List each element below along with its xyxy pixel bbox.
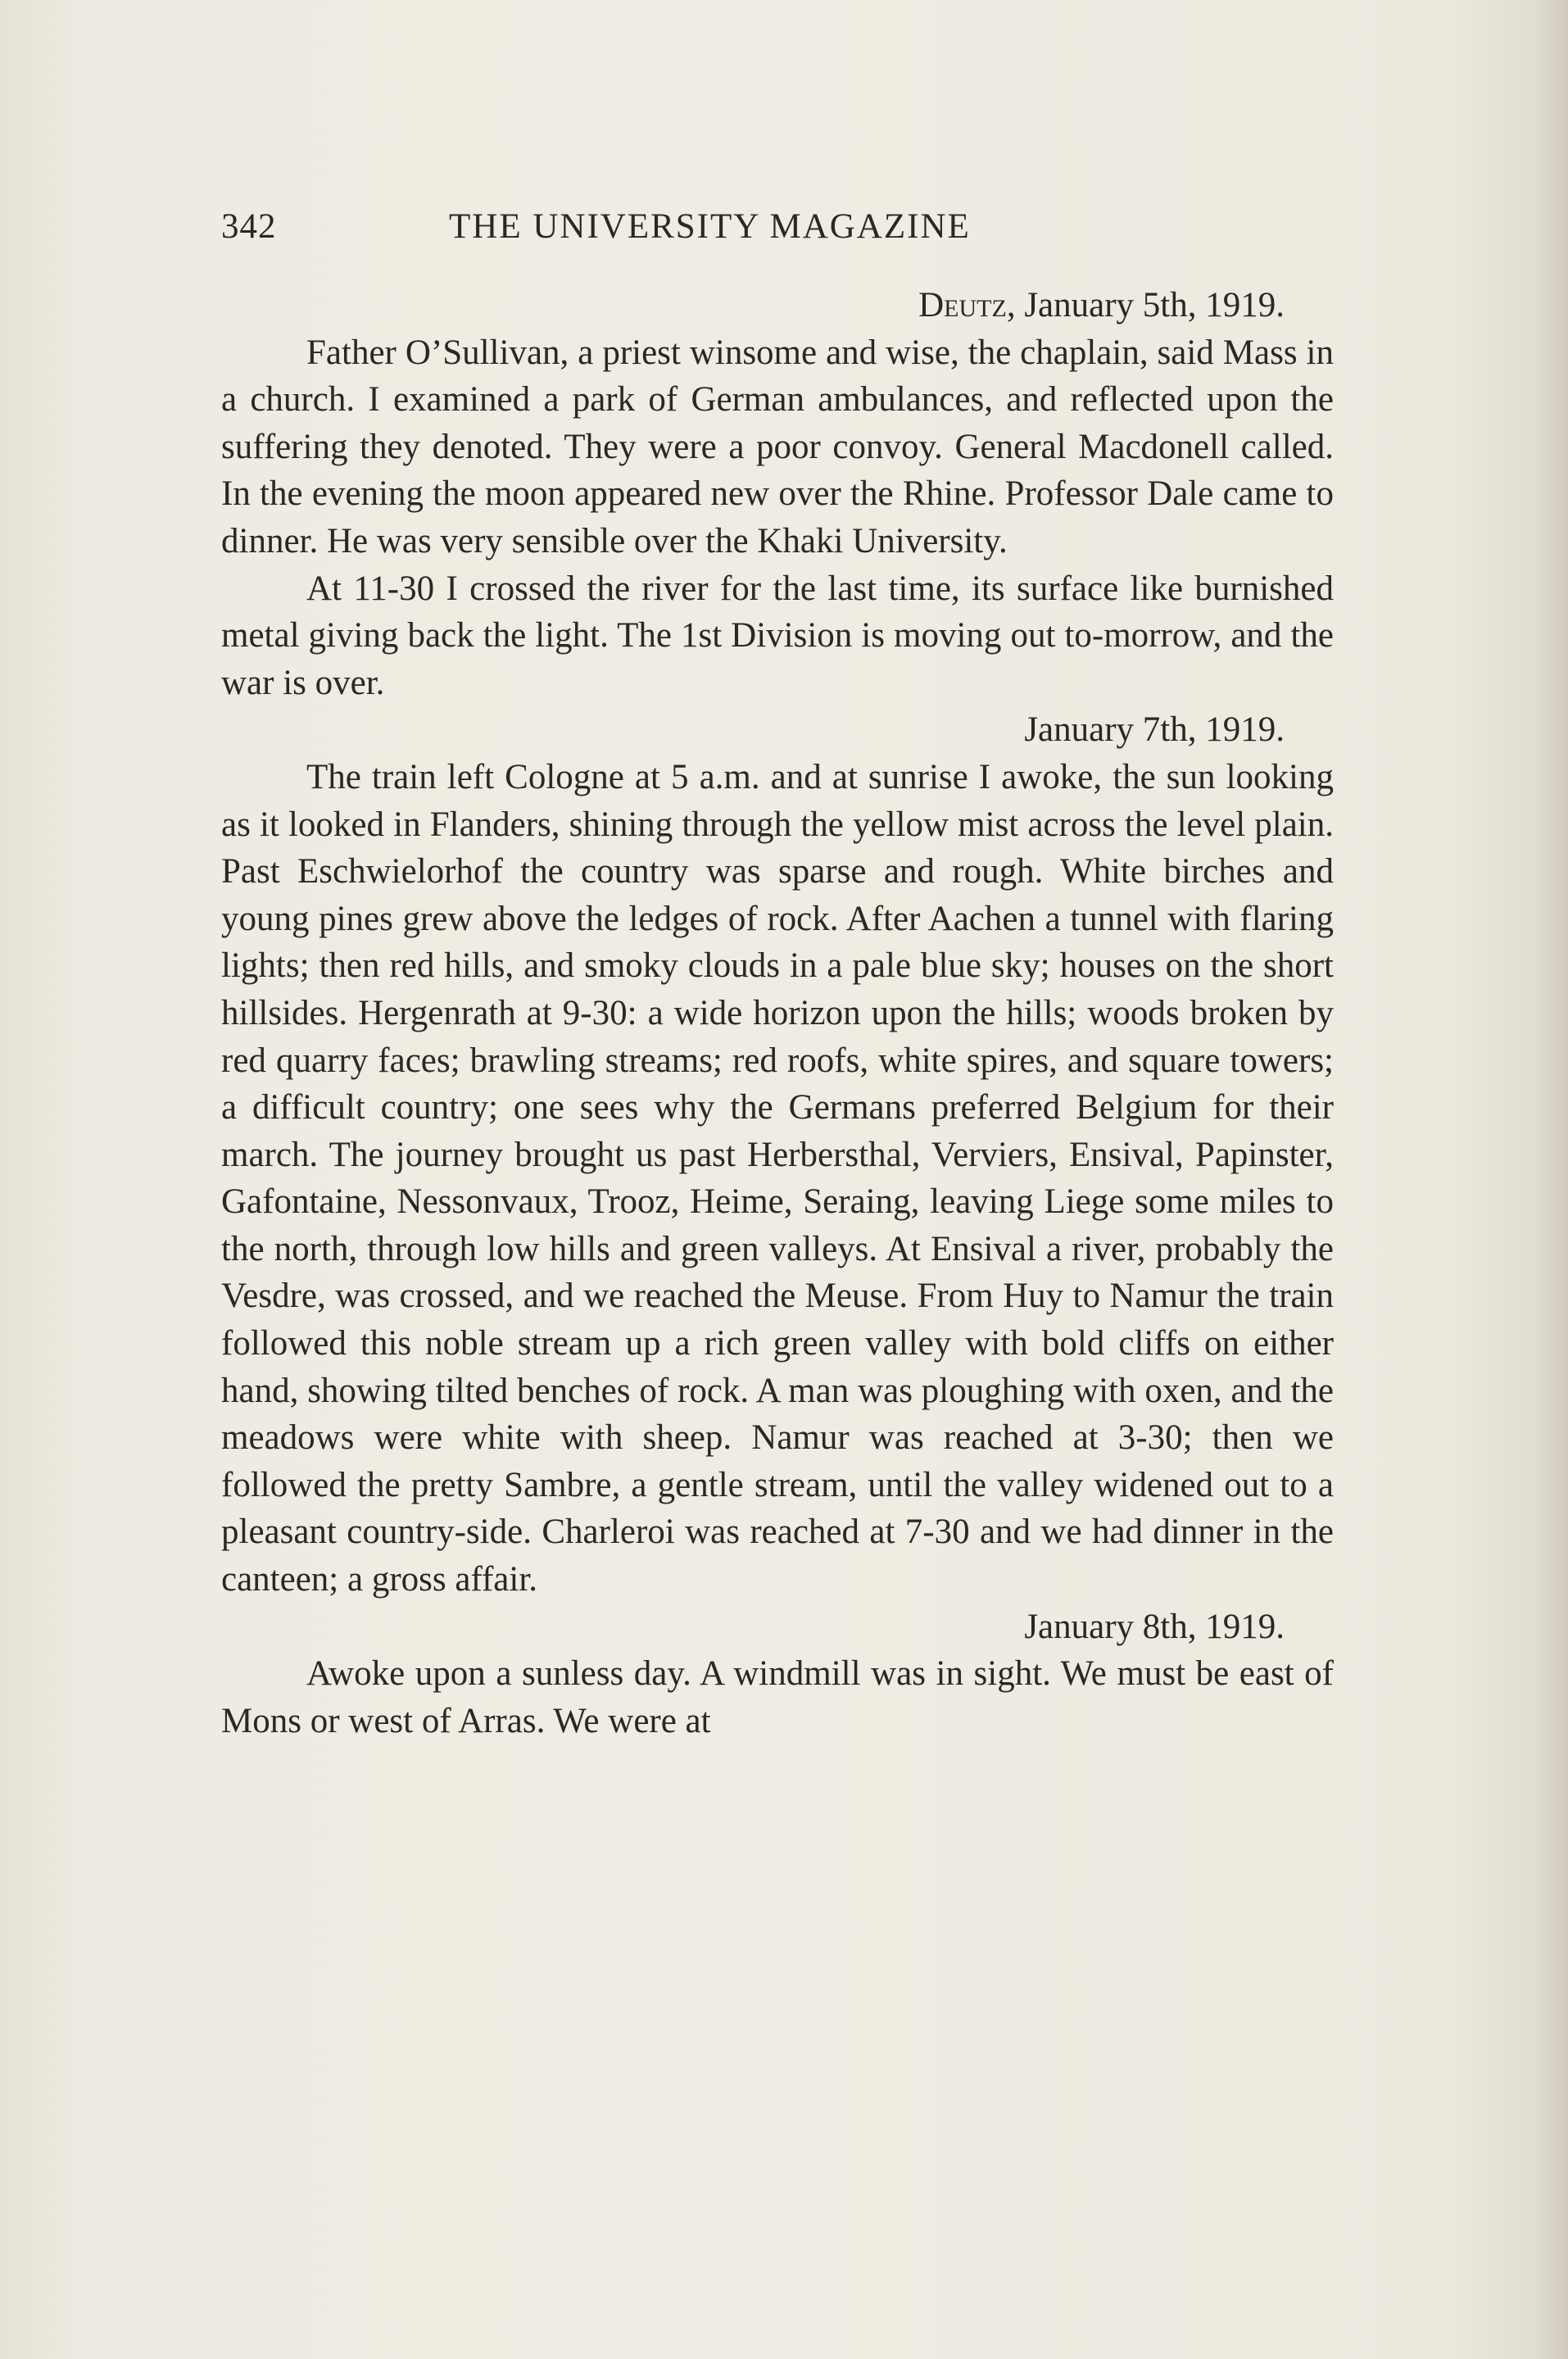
paragraph: The train left Cologne at 5 a.m. and at sunrise I awoke, the sun looking as it looked in Flanders, shining through the yellow mist across the level plain. Past Eschwielorhof the country was sparse and rough. White birches and young pines grew above the ledges of rock. After Aachen a tunnel with flaring lights; then red hills, and smoky clouds in a pale blue sky; houses on the short hillsides. Hergenrath at 9-30: a wide horizon upon the hills; woods broken by red quarry faces; brawling streams; red roofs, white spires, and square towers; a difficult country; one sees why the Germans preferred Belgium for their march. The journey brought us past Herbersthal, Verviers, Ensival, Papinster, Gafontaine, Nessonvaux, Trooz, Heime, Seraing, leaving Liege some miles to the north, through low hills and green valleys. At Ensival a river, probably the Vesdre, was crossed, and we reached the Meuse. From Huy to Namur the train followed this noble stream up a rich green valley with bold cliffs on either hand, showing tilted benches of rock. A man was ploughing with oxen, and the meadows were white with sheep. Namur was reached at 3-30; then we followed the pretty Sambre, a gentle stream, until the valley widened out to a pleasant country-side. Charleroi was reached at 7-30 and we had dinner in the canteen; a gross affair. <box>221 757 1334 1599</box>
dateline-date: January 5th, 1919. <box>1024 286 1285 324</box>
page-edge-shadow <box>1535 0 1568 2359</box>
dateline-place: Deutz, <box>918 286 1016 324</box>
page-number: 342 <box>221 207 277 246</box>
dateline-jan-8: January 8th, 1919. <box>1024 1607 1285 1646</box>
paragraph: At 11-30 I crossed the river for the last time, its surface like burnished metal giving back the light. The 1st Division is moving out to-morrow, and the war is over. <box>221 569 1334 702</box>
journal-title: THE UNIVERSITY MAGAZINE <box>449 207 971 246</box>
body-text <box>221 282 1334 1744</box>
paragraph: Awoke upon a sunless day. A windmill was in sight. We must be east of Mons or west of Arras. We were at <box>221 1654 1334 1740</box>
text-block <box>221 197 1334 1744</box>
paragraph: Father O’Sullivan, a priest winsome and wise, the chaplain, said Mass in a church. I examined a park of German ambulances, and reflected upon the suffering they denoted. They were a poor convoy. General Macdonell called. In the evening the moon appeared new over the Rhine. Professor Dale came to dinner. He was very sensible over the Khaki University. <box>221 333 1334 560</box>
dateline-jan-5 <box>221 282 1334 329</box>
dateline-jan-7: January 7th, 1919. <box>1024 710 1285 750</box>
running-head <box>221 197 1334 262</box>
